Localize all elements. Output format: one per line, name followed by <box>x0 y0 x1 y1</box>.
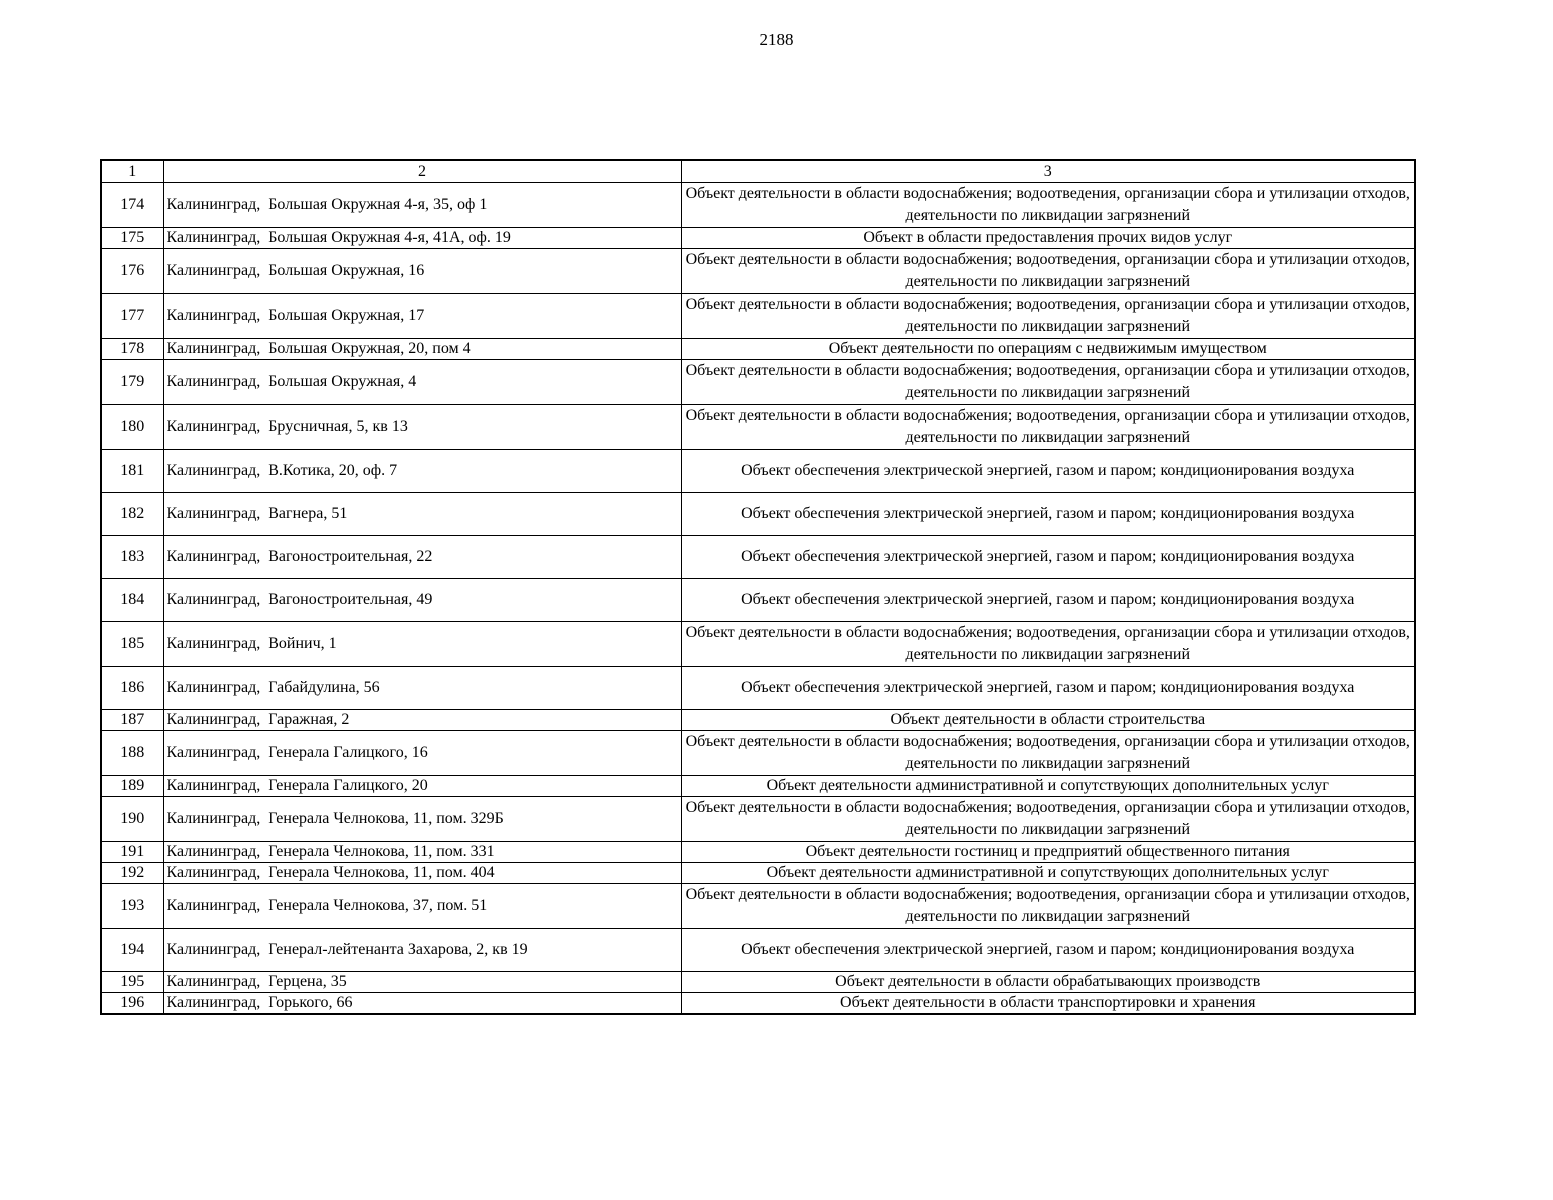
row-description: Объект обеспечения электрической энергией, газом и паром; кондиционирования воздуха <box>681 536 1415 579</box>
row-number: 187 <box>101 710 163 731</box>
table-header-row <box>101 160 1415 183</box>
table-row <box>101 183 1415 228</box>
row-address <box>163 294 681 339</box>
row-address <box>163 929 681 972</box>
table-row <box>101 776 1415 797</box>
row-address <box>163 228 681 249</box>
table-row <box>101 536 1415 579</box>
table-row <box>101 842 1415 863</box>
row-number: 185 <box>101 622 163 667</box>
table-row <box>101 884 1415 929</box>
row-address <box>163 842 681 863</box>
row-address-text: Калининград, Войнич, 1 <box>166 635 337 652</box>
row-description: Объект деятельности в области водоснабжения; водоотведения, организации сбора и утилизации отходов, деятельности по ликвидации загрязнений <box>681 622 1415 667</box>
header-col-1: 1 <box>101 160 163 183</box>
row-number: 180 <box>101 405 163 450</box>
row-number: 193 <box>101 884 163 929</box>
row-address-text: Калининград, Большая Окружная 4-я, 35, оф 1 <box>166 196 488 213</box>
row-description: Объект деятельности в области водоснабжения; водоотведения, организации сбора и утилизации отходов, деятельности по ликвидации загрязнений <box>681 797 1415 842</box>
row-number: 179 <box>101 360 163 405</box>
row-number: 196 <box>101 993 163 1015</box>
row-address-text: Калининград, Большая Окружная 4-я, 41А, оф. 19 <box>166 229 511 246</box>
table-row <box>101 993 1415 1015</box>
row-address-text: Калининград, Вагоностроительная, 49 <box>166 591 433 608</box>
row-address <box>163 579 681 622</box>
row-number: 183 <box>101 536 163 579</box>
row-address <box>163 622 681 667</box>
row-description: Объект деятельности в области обрабатывающих производств <box>681 972 1415 993</box>
row-description: Объект деятельности в области водоснабжения; водоотведения, организации сбора и утилизации отходов, деятельности по ликвидации загрязнений <box>681 884 1415 929</box>
header-col-2: 2 <box>163 160 681 183</box>
row-number: 174 <box>101 183 163 228</box>
row-address <box>163 450 681 493</box>
row-number: 191 <box>101 842 163 863</box>
row-description: Объект деятельности административной и сопутствующих дополнительных услуг <box>681 776 1415 797</box>
registry-table <box>100 159 1416 1015</box>
row-number: 186 <box>101 667 163 710</box>
row-number: 181 <box>101 450 163 493</box>
row-description: Объект деятельности в области транспортировки и хранения <box>681 993 1415 1015</box>
row-address <box>163 339 681 360</box>
row-number: 195 <box>101 972 163 993</box>
row-description: Объект деятельности в области водоснабжения; водоотведения, организации сбора и утилизации отходов, деятельности по ликвидации загрязнений <box>681 360 1415 405</box>
row-address <box>163 493 681 536</box>
row-number: 184 <box>101 579 163 622</box>
row-address-text: Калининград, Большая Окружная, 16 <box>166 262 425 279</box>
row-number: 178 <box>101 339 163 360</box>
row-address-text: Калининград, В.Котика, 20, оф. 7 <box>166 462 398 479</box>
row-description: Объект обеспечения электрической энергией, газом и паром; кондиционирования воздуха <box>681 450 1415 493</box>
table-row <box>101 493 1415 536</box>
table-row <box>101 797 1415 842</box>
row-address <box>163 776 681 797</box>
row-description: Объект деятельности в области строительства <box>681 710 1415 731</box>
table-row <box>101 667 1415 710</box>
table-row <box>101 450 1415 493</box>
row-address <box>163 993 681 1015</box>
row-number: 176 <box>101 249 163 294</box>
table-row <box>101 972 1415 993</box>
row-address-text: Калининград, Габайдулина, 56 <box>166 679 380 696</box>
row-number: 188 <box>101 731 163 776</box>
row-description: Объект деятельности в области водоснабжения; водоотведения, организации сбора и утилизации отходов, деятельности по ликвидации загрязнений <box>681 249 1415 294</box>
row-address-text: Калининград, Генерала Челнокова, 11, пом. 331 <box>166 843 495 860</box>
row-address-text: Калининград, Вагоностроительная, 22 <box>166 548 433 565</box>
row-address <box>163 183 681 228</box>
row-number: 177 <box>101 294 163 339</box>
row-address-text: Калининград, Большая Окружная, 17 <box>166 307 425 324</box>
row-address <box>163 797 681 842</box>
row-address <box>163 667 681 710</box>
row-description: Объект обеспечения электрической энергией, газом и паром; кондиционирования воздуха <box>681 667 1415 710</box>
row-address-text: Калининград, Большая Окружная, 20, пом 4 <box>166 340 471 357</box>
row-address-text: Калининград, Гаражная, 2 <box>166 711 350 728</box>
header-col-3: 3 <box>681 160 1415 183</box>
row-description: Объект деятельности в области водоснабжения; водоотведения, организации сбора и утилизации отходов, деятельности по ликвидации загрязнений <box>681 731 1415 776</box>
row-number: 190 <box>101 797 163 842</box>
row-address <box>163 536 681 579</box>
table-body <box>101 160 1415 1014</box>
row-address-text: Калининград, Большая Окружная, 4 <box>166 373 417 390</box>
row-address-text: Калининград, Горького, 66 <box>166 994 353 1011</box>
row-address <box>163 884 681 929</box>
table-row <box>101 228 1415 249</box>
table-row <box>101 249 1415 294</box>
row-description: Объект деятельности в области водоснабжения; водоотведения, организации сбора и утилизации отходов, деятельности по ликвидации загрязнений <box>681 294 1415 339</box>
row-address <box>163 405 681 450</box>
row-address <box>163 360 681 405</box>
row-description: Объект обеспечения электрической энергией, газом и паром; кондиционирования воздуха <box>681 579 1415 622</box>
page-number: 2188 <box>759 30 794 49</box>
table-row <box>101 339 1415 360</box>
row-description: Объект деятельности гостиниц и предприятий общественного питания <box>681 842 1415 863</box>
row-address-text: Калининград, Генерал-лейтенанта Захарова, 2, кв 19 <box>166 941 528 958</box>
table-row <box>101 360 1415 405</box>
row-address-text: Калининград, Генерала Галицкого, 16 <box>166 744 428 761</box>
row-address-text: Калининград, Генерала Челнокова, 11, пом. 404 <box>166 864 495 881</box>
table-row <box>101 622 1415 667</box>
row-description: Объект деятельности в области водоснабжения; водоотведения, организации сбора и утилизации отходов, деятельности по ликвидации загрязнений <box>681 405 1415 450</box>
row-address <box>163 972 681 993</box>
table-row <box>101 579 1415 622</box>
row-number: 189 <box>101 776 163 797</box>
row-description: Объект в области предоставления прочих видов услуг <box>681 228 1415 249</box>
row-number: 194 <box>101 929 163 972</box>
row-address <box>163 249 681 294</box>
table-row <box>101 405 1415 450</box>
row-number: 192 <box>101 863 163 884</box>
row-address-text: Калининград, Брусничная, 5, кв 13 <box>166 418 408 435</box>
table-row <box>101 294 1415 339</box>
row-description: Объект деятельности в области водоснабжения; водоотведения, организации сбора и утилизации отходов, деятельности по ликвидации загрязнений <box>681 183 1415 228</box>
table-row <box>101 863 1415 884</box>
row-description: Объект деятельности административной и сопутствующих дополнительных услуг <box>681 863 1415 884</box>
row-address <box>163 731 681 776</box>
row-number: 182 <box>101 493 163 536</box>
row-address-text: Калининград, Генерала Галицкого, 20 <box>166 777 428 794</box>
row-address-text: Калининград, Вагнера, 51 <box>166 505 348 522</box>
row-description: Объект деятельности по операциям с недвижимым имуществом <box>681 339 1415 360</box>
row-address-text: Калининград, Генерала Челнокова, 37, пом. 51 <box>166 897 488 914</box>
row-address <box>163 710 681 731</box>
table-row <box>101 731 1415 776</box>
table-row <box>101 710 1415 731</box>
row-description: Объект обеспечения электрической энергией, газом и паром; кондиционирования воздуха <box>681 929 1415 972</box>
row-description: Объект обеспечения электрической энергией, газом и паром; кондиционирования воздуха <box>681 493 1415 536</box>
row-address-text: Калининград, Генерала Челнокова, 11, пом. 329Б <box>166 810 504 827</box>
row-address <box>163 863 681 884</box>
row-address-text: Калининград, Герцена, 35 <box>166 973 347 990</box>
table-row <box>101 929 1415 972</box>
row-number: 175 <box>101 228 163 249</box>
